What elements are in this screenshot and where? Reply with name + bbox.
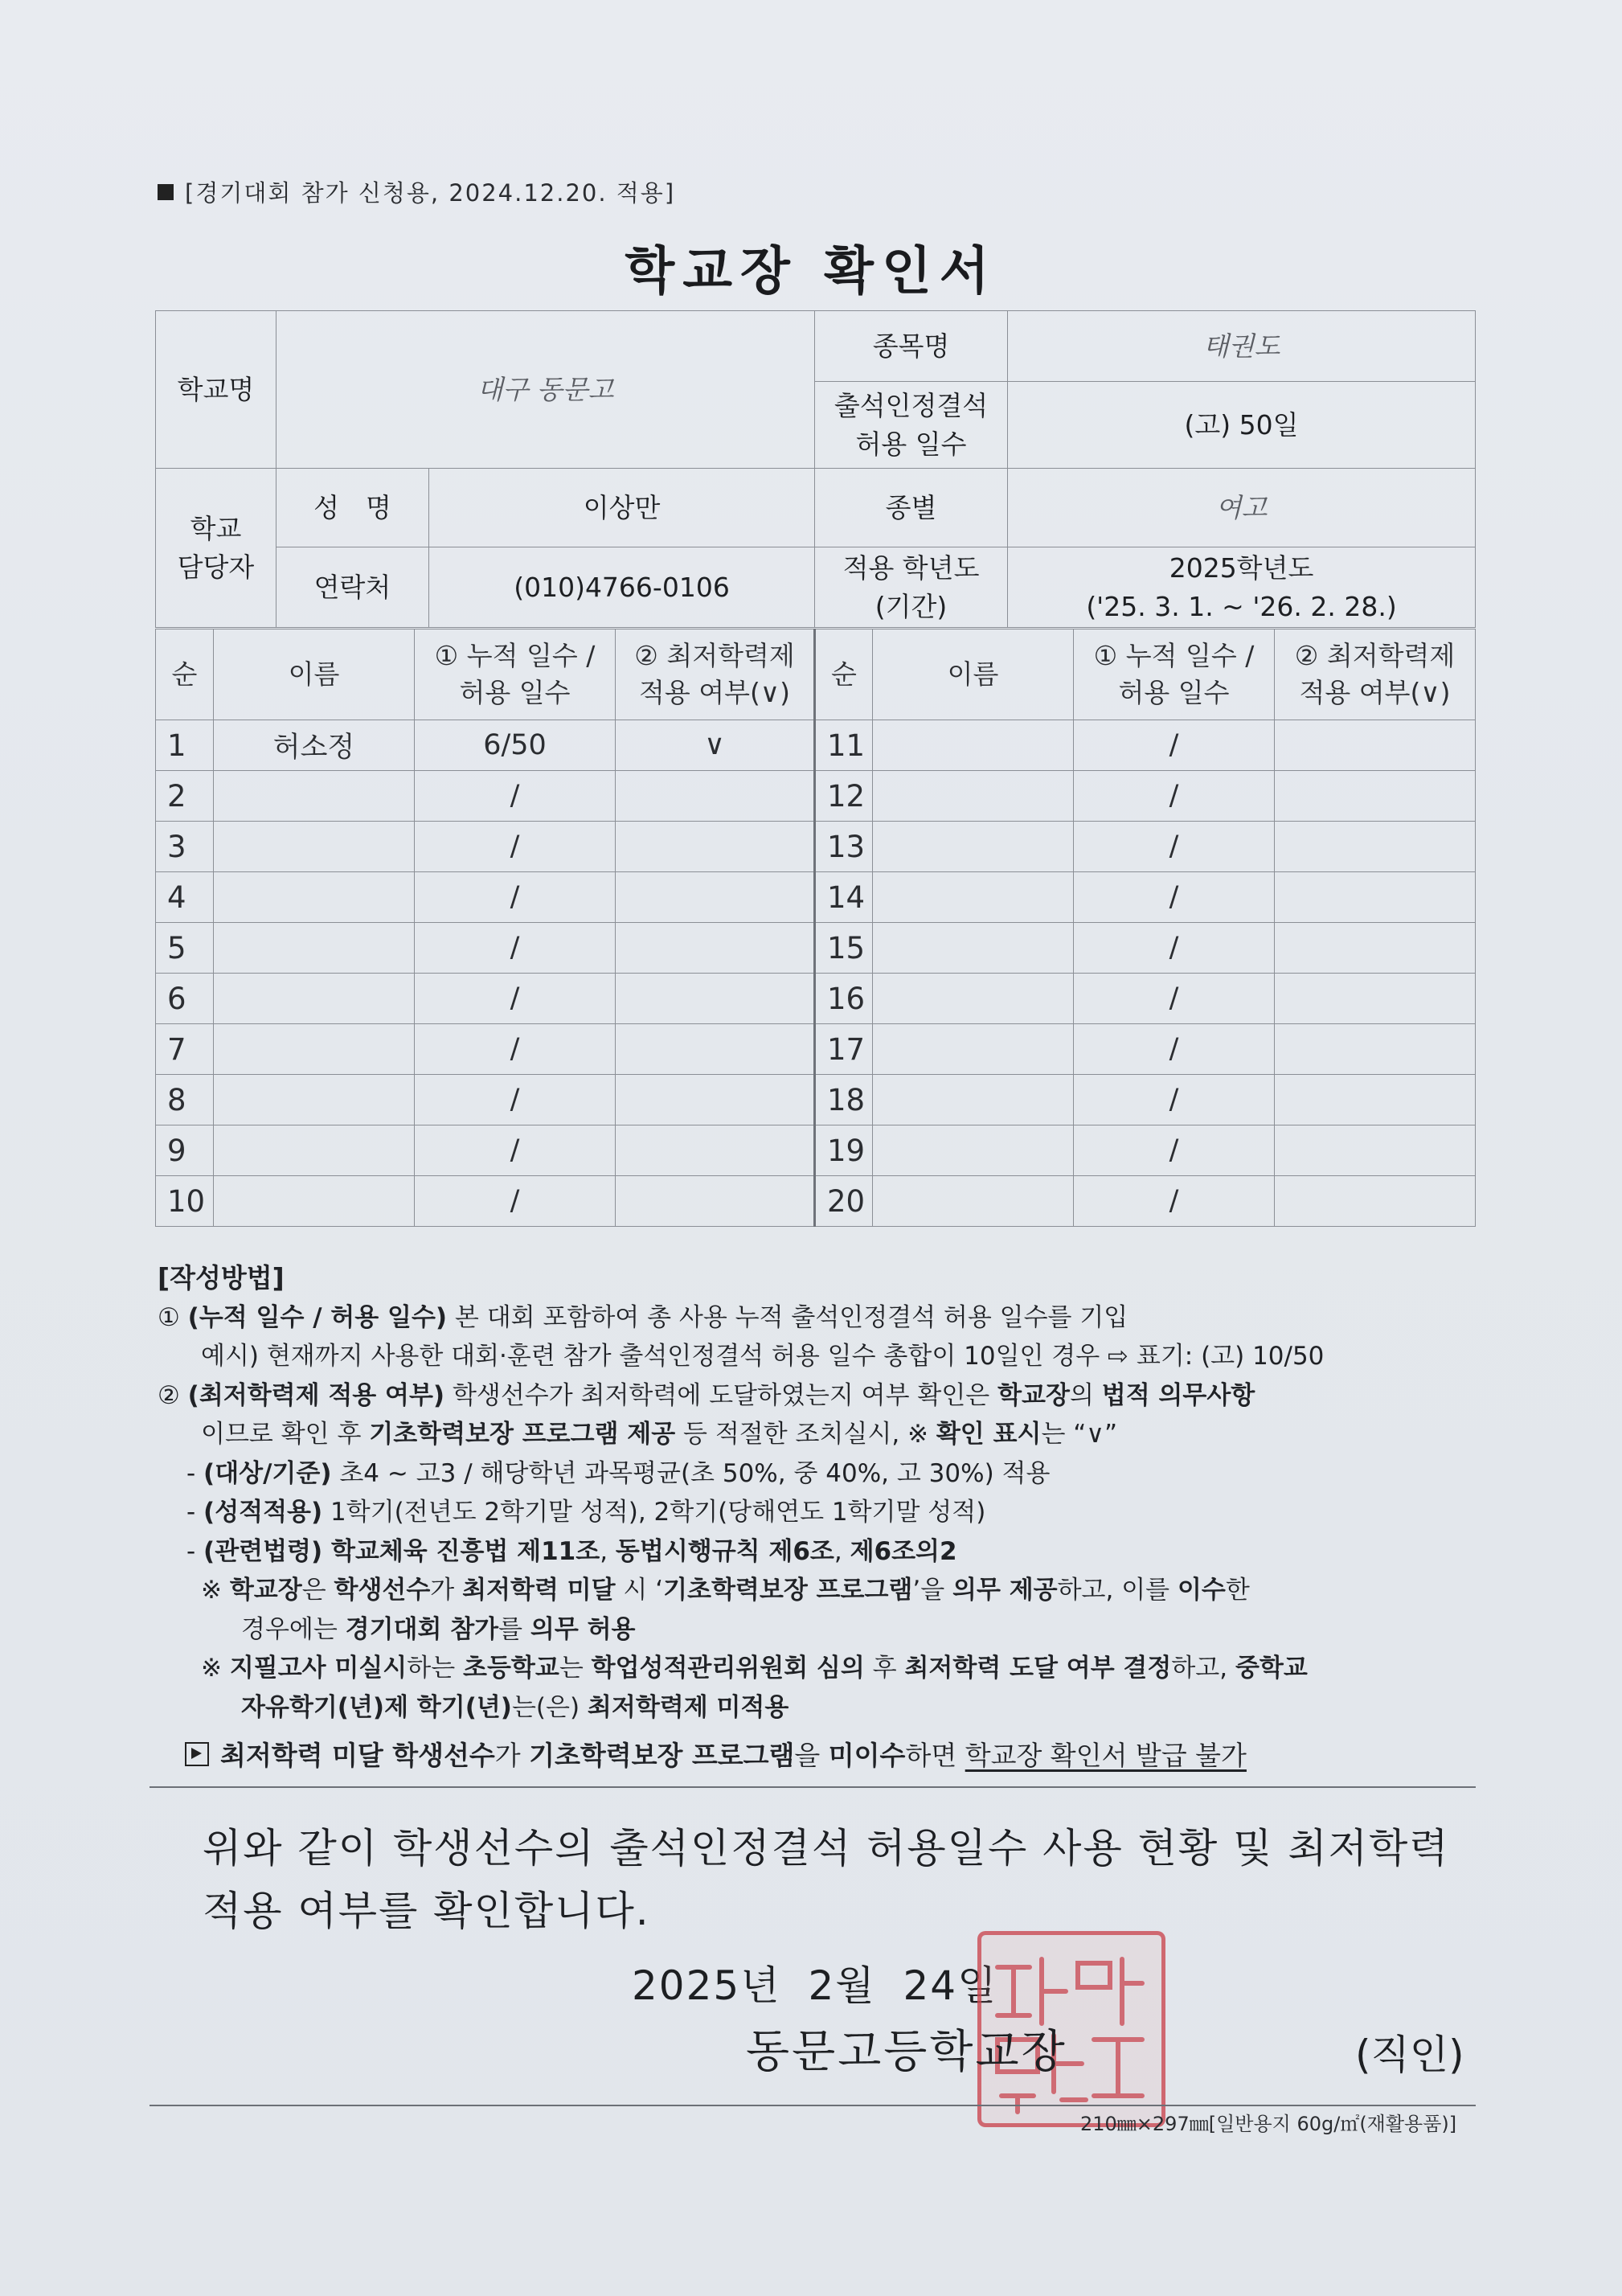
- cell-name: [214, 822, 415, 872]
- school-name-label: 학교명: [156, 311, 276, 469]
- cell-no: 1: [156, 720, 214, 771]
- table-row: [156, 771, 1476, 822]
- detail-target: - (대상/기준) 초4 ~ 고3 / 해당학년 과목평균(초 50%, 중 40%, 고 30%) 적용: [186, 1458, 1051, 1488]
- cell-no: 3: [156, 822, 214, 872]
- cell-check: [616, 1176, 815, 1227]
- cell-name: 허소정: [214, 720, 415, 771]
- cell-days: /: [1074, 872, 1275, 923]
- confirmation-date: 2025년 2월 24일: [632, 1962, 998, 2009]
- cell-name: [214, 872, 415, 923]
- detail-law: - (관련법령) 학교체육 진흥법 제11조, 동법시행규칙 제6조, 제6조의2: [186, 1536, 957, 1566]
- cell-days: /: [1074, 720, 1275, 771]
- cell-check: [616, 1125, 815, 1176]
- cell-name: [214, 1075, 415, 1125]
- cell-no: 15: [815, 923, 873, 974]
- cell-no: 14: [815, 872, 873, 923]
- cell-check: [1275, 1024, 1476, 1075]
- cell-days: /: [415, 1075, 616, 1125]
- cell-check: ∨: [616, 720, 815, 771]
- table-row: [156, 872, 1476, 923]
- cell-name: [873, 1024, 1074, 1075]
- seal-label: (직인): [1355, 2032, 1464, 2078]
- cell-check: [616, 923, 815, 974]
- cell-no: 16: [815, 974, 873, 1024]
- cell-name: [873, 872, 1074, 923]
- cell-check: [1275, 1125, 1476, 1176]
- header-info-table: [155, 310, 1476, 628]
- table-row: [156, 923, 1476, 974]
- note-2: ※ 지필고사 미실시하는 초등학교는 학업성적관리위원회 심의 후 최저학력 도달 여부 결정하고, 중학교: [201, 1654, 1308, 1683]
- cell-name: [214, 1024, 415, 1075]
- table-row: [156, 1075, 1476, 1125]
- event-label: 종목명: [815, 311, 1008, 382]
- cell-name: [873, 923, 1074, 974]
- category-label: 종별: [815, 469, 1008, 547]
- cell-name: [214, 771, 415, 822]
- cell-days: /: [1074, 1176, 1275, 1227]
- cell-no: 6: [156, 974, 214, 1024]
- warning-notice: 최저학력 미달 학생선수가 기초학력보장 프로그램을 미이수하면 학교장 확인서 발급 불가: [185, 1736, 1476, 1776]
- table-row: [156, 822, 1476, 872]
- cell-days: /: [1074, 974, 1275, 1024]
- cell-check: [616, 771, 815, 822]
- col-name-header: 이름: [214, 629, 415, 720]
- cell-days: /: [1074, 822, 1275, 872]
- square-bullet-icon: [158, 184, 174, 200]
- cell-check: [1275, 872, 1476, 923]
- col-name-header: 이름: [873, 629, 1074, 720]
- cell-no: 9: [156, 1125, 214, 1176]
- cell-no: 4: [156, 872, 214, 923]
- document-tag: [경기대회 참가 신청용, 2024.12.20. 적용]: [158, 175, 675, 208]
- cell-check: [1275, 923, 1476, 974]
- cell-check: [1275, 822, 1476, 872]
- cell-no: 13: [815, 822, 873, 872]
- bottom-divider: [150, 2105, 1476, 2106]
- table-row: [156, 1176, 1476, 1227]
- cell-no: 20: [815, 1176, 873, 1227]
- instructions-heading: [작성방법]: [158, 1262, 285, 1294]
- note-1: ※ 학교장은 학생선수가 최저학력 미달 시 ‘기초학력보장 프로그램’을 의무 제공하고, 이를 이수한: [201, 1576, 1250, 1605]
- category-value: 여고: [1008, 469, 1476, 547]
- note-2-cont: 자유학기(년)제 학기(년)는(은) 최저학력제 미적용: [241, 1692, 789, 1722]
- col-check-header: ② 최저학력제 적용 여부(∨): [616, 629, 815, 720]
- page-title: 학교장 확인서: [625, 242, 997, 301]
- cell-check: [616, 1024, 815, 1075]
- manager-label: 학교 담당자: [156, 469, 276, 628]
- cell-no: 17: [815, 1024, 873, 1075]
- table-row: [156, 974, 1476, 1024]
- cell-name: [873, 1176, 1074, 1227]
- cell-days: /: [415, 974, 616, 1024]
- cell-name: [873, 771, 1074, 822]
- cell-no: 7: [156, 1024, 214, 1075]
- cell-check: [1275, 720, 1476, 771]
- cell-days: /: [415, 1125, 616, 1176]
- col-no-header: 순: [815, 629, 873, 720]
- table-row: [156, 1024, 1476, 1075]
- contact-value: (010)4766-0106: [429, 547, 815, 628]
- cell-check: [1275, 974, 1476, 1024]
- applied-year-label: 적용 학년도 (기간): [815, 547, 1008, 628]
- cell-no: 12: [815, 771, 873, 822]
- cell-check: [616, 822, 815, 872]
- cell-no: 5: [156, 923, 214, 974]
- cell-no: 11: [815, 720, 873, 771]
- cell-name: [873, 1075, 1074, 1125]
- paper-spec: 210㎜×297㎜[일반용지 60g/㎡(재활용품)]: [1080, 2113, 1457, 2135]
- cell-days: /: [415, 872, 616, 923]
- instruction-1: ① (누적 일수 / 허용 일수) 본 대회 포함하여 총 사용 누적 출석인정결석 허용 일수를 기입: [158, 1302, 1128, 1332]
- cell-name: [873, 720, 1074, 771]
- allowed-days-value: (고) 50일: [1008, 382, 1476, 469]
- divider: [150, 1786, 1476, 1788]
- col-days-header: ① 누적 일수 / 허용 일수: [1074, 629, 1275, 720]
- cell-days: /: [415, 923, 616, 974]
- instruction-2-cont: 이므로 확인 후 기초학력보장 프로그램 제공 등 적절한 조치실시, ※ 확인 표시는 “∨”: [201, 1420, 1118, 1449]
- cell-days: /: [1074, 1075, 1275, 1125]
- school-name-value: 대구 동문고: [276, 311, 815, 469]
- cell-days: /: [1074, 771, 1275, 822]
- applied-year-value: 2025학년도 ('25. 3. 1. ~ '26. 2. 28.): [1008, 547, 1476, 628]
- cell-no: 10: [156, 1176, 214, 1227]
- cell-no: 19: [815, 1125, 873, 1176]
- arrow-box-icon: [185, 1742, 209, 1766]
- cell-check: [616, 1075, 815, 1125]
- cell-check: [1275, 1075, 1476, 1125]
- cell-name: [214, 1125, 415, 1176]
- manager-name-label: 성 명: [276, 469, 429, 547]
- instruction-1-example: 예시) 현재까지 사용한 대회·훈련 참가 출석인정결석 허용 일수 총합이 10일인 경우 ⇨ 표기: (고) 10/50: [201, 1342, 1325, 1371]
- contact-label: 연락처: [276, 547, 429, 628]
- confirmation-text: 위와 같이 학생선수의 출석인정결석 허용일수 사용 현황 및 최저학력 적용 여부를 확인합니다.: [203, 1825, 1450, 1934]
- cell-days: /: [415, 822, 616, 872]
- cell-name: [214, 1176, 415, 1227]
- allowed-days-label: 출석인정결석 허용 일수: [815, 382, 1008, 469]
- note-1-cont: 경우에는 경기대회 참가를 의무 허용: [241, 1614, 636, 1644]
- cell-check: [1275, 1176, 1476, 1227]
- students-table: [155, 629, 1476, 1227]
- cell-no: 8: [156, 1075, 214, 1125]
- col-days-header: ① 누적 일수 / 허용 일수: [415, 629, 616, 720]
- cell-days: /: [1074, 923, 1275, 974]
- table-row: [156, 1125, 1476, 1176]
- instruction-2: ② (최저학력제 적용 여부) 학생선수가 최저학력에 도달하였는지 여부 확인은 학교장의 법적 의무사항: [158, 1380, 1255, 1410]
- cell-days: /: [1074, 1125, 1275, 1176]
- signer-name: 동문고등학교장: [746, 2026, 1067, 2078]
- cell-name: [873, 822, 1074, 872]
- manager-name-value: 이상만: [429, 469, 815, 547]
- cell-days: /: [1074, 1024, 1275, 1075]
- instructions: [158, 1259, 1476, 1776]
- cell-check: [616, 974, 815, 1024]
- cell-name: [873, 1125, 1074, 1176]
- cell-name: [873, 974, 1074, 1024]
- cell-name: [214, 974, 415, 1024]
- cell-check: [1275, 771, 1476, 822]
- cell-check: [616, 872, 815, 923]
- col-no-header: 순: [156, 629, 214, 720]
- cell-days: /: [415, 1176, 616, 1227]
- cell-days: /: [415, 1024, 616, 1075]
- cell-days: /: [415, 771, 616, 822]
- col-check-header: ② 최저학력제 적용 여부(∨): [1275, 629, 1476, 720]
- cell-days: 6/50: [415, 720, 616, 771]
- cell-no: 18: [815, 1075, 873, 1125]
- detail-grades: - (성적적용) 1학기(전년도 2학기말 성적), 2학기(당해연도 1학기말 성적): [186, 1498, 986, 1527]
- cell-name: [214, 923, 415, 974]
- event-value: 태권도: [1008, 311, 1476, 382]
- cell-no: 2: [156, 771, 214, 822]
- table-row: [156, 720, 1476, 771]
